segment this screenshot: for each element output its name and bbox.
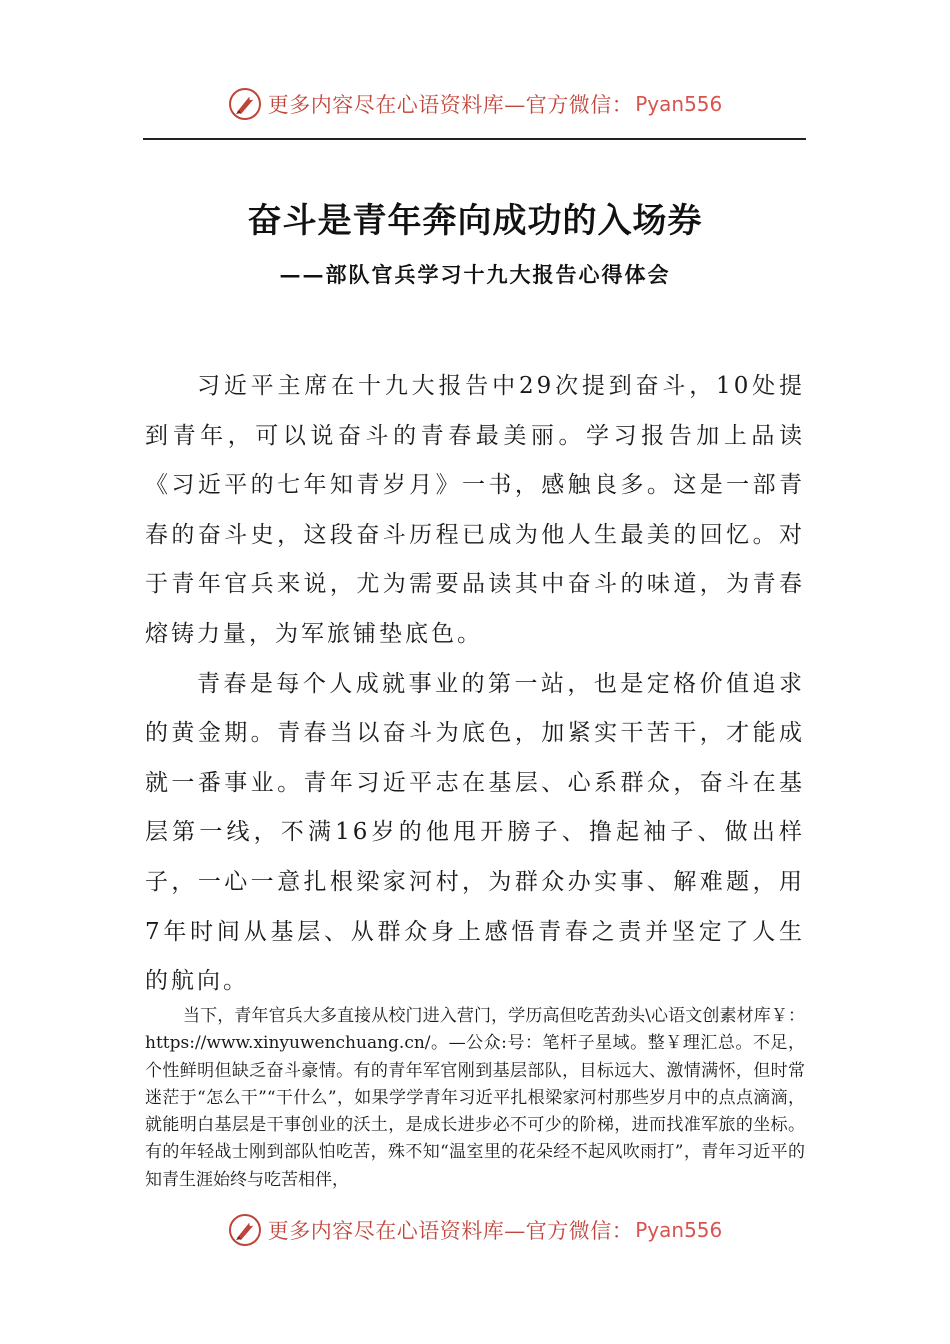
footer-watermark-banner (0, 1208, 950, 1252)
pen-nib-logo-icon (228, 1213, 262, 1247)
banner-text: 更多内容尽在心语资料库—官方微信： (267, 93, 634, 117)
banner-text: 更多内容尽在心语资料库—官方微信： (267, 1219, 634, 1243)
banner-wechat-id: Pyan556 (635, 1218, 723, 1242)
paragraph: 习近平主席在十九大报告中29次提到奋斗，10处提到青年，可以说奋斗的青春最美丽。学习报告加上品读《习近平的七年知青岁月》一书，感触良多。这是一部青春的奋斗史，这段奋斗历程已成为他人生最美的回忆。对于青年官兵来说，尤为需要品读其中奋斗的味道，为青春熔铸力量，为军旅铺垫底色。 (145, 373, 805, 647)
banner-wechat-id: Pyan556 (635, 92, 723, 116)
paragraph: 青春是每个人成就事业的第一站，也是定格价值追求的黄金期。青春当以奋斗为底色，加紧实干苦干，才能成就一番事业。青年习近平志在基层、心系群众，奋斗在基层第一线，不满16岁的他甩开膀子、撸起袖子、做出样子，一心一意扎根梁家河村，为群众办实事、解难题，用7年时间从基层、从群众身上感悟青春之责并坚定了人生的航向。 (145, 670, 805, 995)
body-text (145, 362, 805, 1007)
small-text-block (145, 1003, 805, 1194)
header-watermark-banner (0, 82, 950, 126)
pen-nib-logo-icon (228, 87, 262, 121)
small-paragraph: 当下，青年官兵大多直接从校门进入营门，学历高但吃苦劲头\心语文创素材库￥：https://www.xinyuwenchuang.cn/。—公众:号：笔杆子星域。整￥理汇总。不足，个性鲜明但缺乏奋斗豪情。有的青年军官刚到基层部队，目标远大、激情满怀，但时常迷茫于“怎么干”“干什么”，如果学学青年习近平扎根梁家河村那些岁月中的点点滴滴，就能明白基层是干事创业的沃土，是成长进步必不可少的阶梯，进而找准军旅的坐标。有的年轻战士刚到部队怕吃苦，殊不知“温室里的花朵经不起风吹雨打”，青年习近平的知青生涯始终与吃苦相伴， (145, 1006, 805, 1190)
header-divider (143, 138, 806, 140)
document-subtitle: ——部队官兵学习十九大报告心得体会 (279, 262, 671, 287)
document-title: 奋斗是青年奔向成功的入场券 (247, 201, 703, 241)
